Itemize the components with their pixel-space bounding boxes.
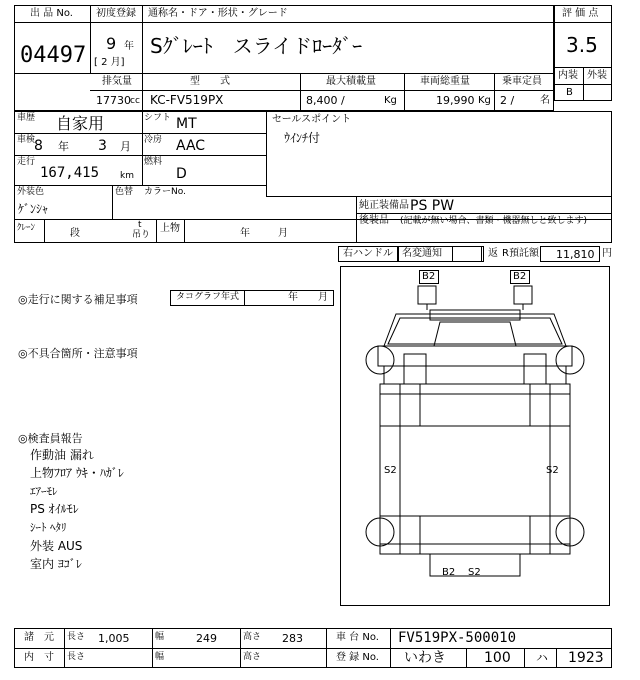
max-load-value: 8,400 / [306,94,345,107]
aftermarket-note: (記載が無い場合、書類・機器無しと致します) [400,216,588,226]
damage-mark-label: B2 [513,271,527,282]
defects-label: ◎不具合箇所・注意事項 [18,347,138,360]
capacity-unit: 名 [540,95,550,106]
registration-kana: ハ [536,651,549,665]
damage-mark-label: B2 [442,567,456,578]
inspection-month: 3 [98,138,107,154]
crane-ton: 吊り [132,230,151,240]
capacity-value: 2 / [500,94,515,107]
color-change-label: 色替 [115,187,134,197]
tachograph-label: タコグラフ年式 [176,292,240,302]
interior-grade-label: 内装 [558,70,578,81]
registration-number: 1923 [568,650,604,666]
interior-height-label: 高さ [243,652,262,662]
crane-ton-top: t [138,220,142,230]
max-load-unit: Kg [384,95,397,106]
inspector-line: 室内 ﾖｺﾞﾚ [30,557,82,571]
model-code-label: 型 式 [190,76,230,87]
history-value: 自家用 [56,114,105,133]
registration-month: [ 2 月] [94,57,125,68]
length-value: 1,005 [98,632,130,645]
registration-class: 100 [484,650,511,666]
width-value: 249 [196,632,217,645]
displacement-unit: cc [130,96,140,106]
inspector-report-label: ◎検査員報告 [18,432,83,445]
gross-weight-unit: Kg [478,95,491,106]
exterior-color-value: ｹﾞﾝｼｬ [18,202,49,216]
crane-year-unit: 年 [240,228,250,239]
fuel-label: 燃料 [144,157,163,167]
aftermarket-label: 後装品 [359,215,389,226]
inspection-label: 車検 [17,135,36,145]
ac-label: 冷房 [144,135,163,145]
mileage-unit: km [120,171,134,181]
color-code-label: カラーNo. [144,187,186,197]
tachograph-year-unit: 年 [288,292,298,303]
recycle-deposit-label: R預託額 [502,248,539,259]
history-label: 車歴 [17,113,36,123]
model-description-label: 通称名・ドア・形状・グレード [148,8,288,19]
interior-grade: B [566,87,573,98]
crane-label: ｸﾚｰﾝ [17,223,36,233]
running-notes-label: ◎走行に関する補足事項 [18,293,138,306]
inspection-year-unit: 年 [58,140,69,153]
lot-number-label: 出 品 No. [30,8,73,19]
shift-label: シフト [144,113,172,123]
sales-point-label: セールスポイント [272,114,352,125]
gross-weight-value: 19,990 [436,94,475,107]
ac-value: AAC [176,138,206,154]
length-label: 長さ [67,632,86,642]
tachograph-month-unit: 月 [318,292,328,303]
crane-top-label: 上物 [160,223,180,234]
fuel-value: D [176,166,187,182]
inspection-month-unit: 月 [120,140,131,153]
max-load-label: 最大積載量 [326,76,376,87]
damage-mark-label: S2 [546,465,559,476]
chassis-label: 車 台 No. [336,632,379,643]
truck-outline-diagram [340,266,610,606]
inspector-line: 作動油 漏れ [30,448,94,462]
inspector-line: 上物ﾌﾛｱ ｳｷ・ﾊｶﾞﾚ [30,466,124,480]
registration-label: 登 録 No. [336,652,379,663]
exterior-color-label: 外装色 [17,187,45,197]
recall-label: 返 [488,248,498,259]
capacity-label: 乗車定員 [502,76,542,87]
shift-value: MT [176,116,197,132]
interior-dimensions-label: 内 寸 [24,652,54,663]
mileage-label: 走行 [17,157,36,167]
crane-stage: 段 [70,228,80,239]
name-change-checkbox [452,246,482,262]
interior-length-label: 長さ [67,652,86,662]
inspection-year: 8 [34,138,43,154]
score-value: 3.5 [566,33,598,57]
genuine-equipment-value: PS PW [410,198,455,214]
damage-mark-label: B2 [422,271,436,282]
first-registration-label: 初度登録 [96,8,136,19]
damage-mark-label: S2 [468,567,481,578]
recycle-deposit-value: 11,810 [556,248,595,261]
recycle-deposit-unit: 円 [602,248,612,259]
registration-area: いわき [404,650,446,666]
model-name: Sｸﾞﾚｰﾄ スライドﾛｰﾀﾞｰ [150,34,363,58]
width-label: 幅 [155,632,165,642]
lot-number: 04497 [20,43,87,68]
score-label: 評 価 点 [562,8,599,19]
gross-weight-label: 車両総重量 [420,76,470,87]
height-value: 283 [282,632,303,645]
mileage-value: 167,415 [40,165,100,181]
interior-width-label: 幅 [155,652,165,662]
genuine-equipment-label: 純正装備品 [359,200,409,211]
height-label: 高さ [243,632,262,642]
name-change-label: 名変通知 [402,248,442,259]
damage-mark-label: S2 [384,465,397,476]
model-code: KC-FV519PX [150,93,224,107]
chassis-number: FV519PX-500010 [398,630,517,646]
displacement-label: 排気量 [102,76,132,87]
exterior-grade-label: 外装 [587,70,607,81]
inspector-line: ｴｱｰﾓﾚ [30,485,58,498]
registration-year: 9 [106,34,117,53]
dimensions-label: 諸 元 [24,632,54,643]
inspector-line: ｼｰﾄ ﾍﾀﾘ [30,521,67,534]
steering-value: 右ハンドル [343,248,393,259]
crane-month-unit: 月 [278,228,288,239]
inspector-line: PS ｵｲﾙﾓﾚ [30,502,79,516]
displacement-value: 17730 [96,94,131,107]
registration-year-unit: 年 [124,41,134,52]
inspector-line: 外装 AUS [30,539,83,553]
sales-point-value: ｳｲﾝﾁ付 [284,131,321,145]
